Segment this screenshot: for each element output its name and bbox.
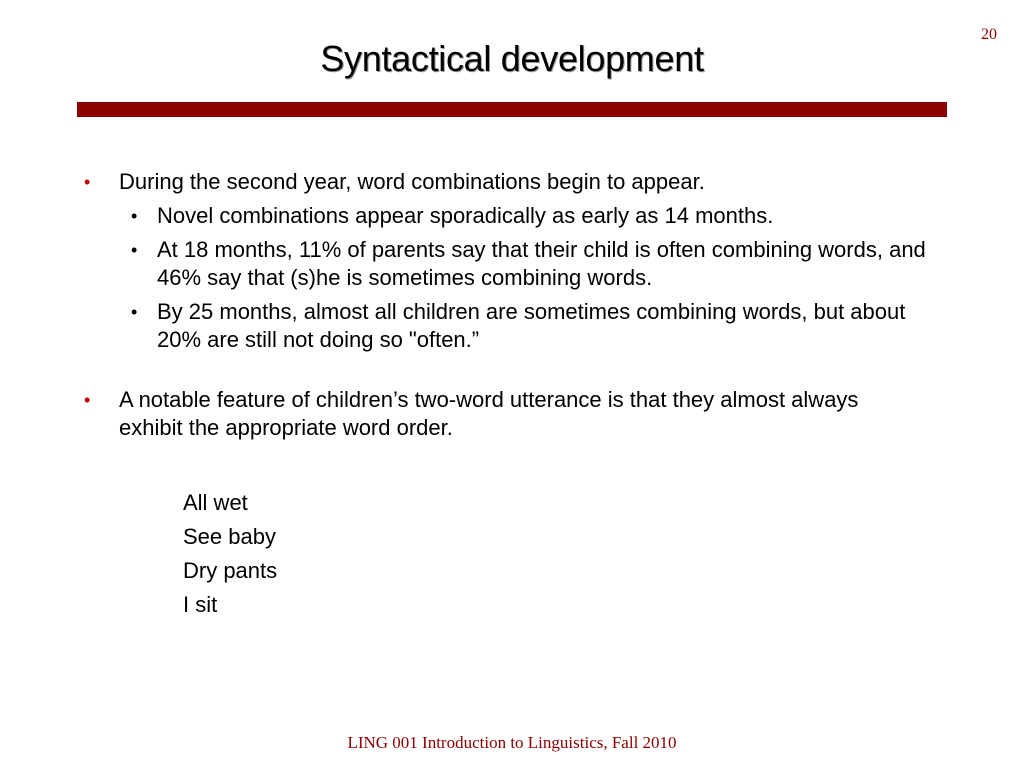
sub-bullet-marker: • — [131, 240, 138, 260]
example-utterance: All wet — [183, 490, 248, 515]
sub-bullet-text: Novel combinations appear sporadically as early as 14 months. — [157, 203, 774, 228]
title-divider-bar — [77, 102, 947, 117]
sub-bullet-text: By 25 months, almost all children are sometimes combining words, but about 20% are still not doing so "often.” — [157, 299, 906, 352]
slide-number: 20 — [981, 26, 997, 43]
example-utterance: I sit — [183, 592, 218, 617]
bullet-marker: • — [84, 390, 91, 410]
slide-title: Syntactical development — [320, 38, 704, 79]
slide-body — [0, 168, 1024, 442]
example-utterances — [183, 486, 277, 622]
sub-bullet-marker: • — [131, 206, 138, 226]
bullet-text: A notable feature of children’s two-word utterance is that they almost always exhibit the appropriate word order. — [119, 387, 859, 440]
sub-bullet-item — [0, 298, 937, 354]
bullet-text: During the second year, word combinations begin to appear. — [119, 169, 705, 194]
bullet-item — [0, 168, 919, 196]
sub-bullet-item — [0, 202, 937, 230]
example-utterance: Dry pants — [183, 558, 278, 583]
sub-bullet-item — [0, 236, 937, 292]
bullet-marker: • — [84, 172, 91, 192]
bullet-item — [0, 386, 919, 442]
sub-bullet-list — [0, 202, 1024, 354]
sub-bullet-marker: • — [131, 302, 138, 322]
sub-bullet-text: At 18 months, 11% of parents say that their child is often combining words, and 46% say that (s)he is sometimes combining words. — [157, 237, 926, 290]
example-utterance: See baby — [183, 524, 276, 549]
slide-footer: LING 001 Introduction to Linguistics, Fall 2010 — [347, 733, 677, 752]
